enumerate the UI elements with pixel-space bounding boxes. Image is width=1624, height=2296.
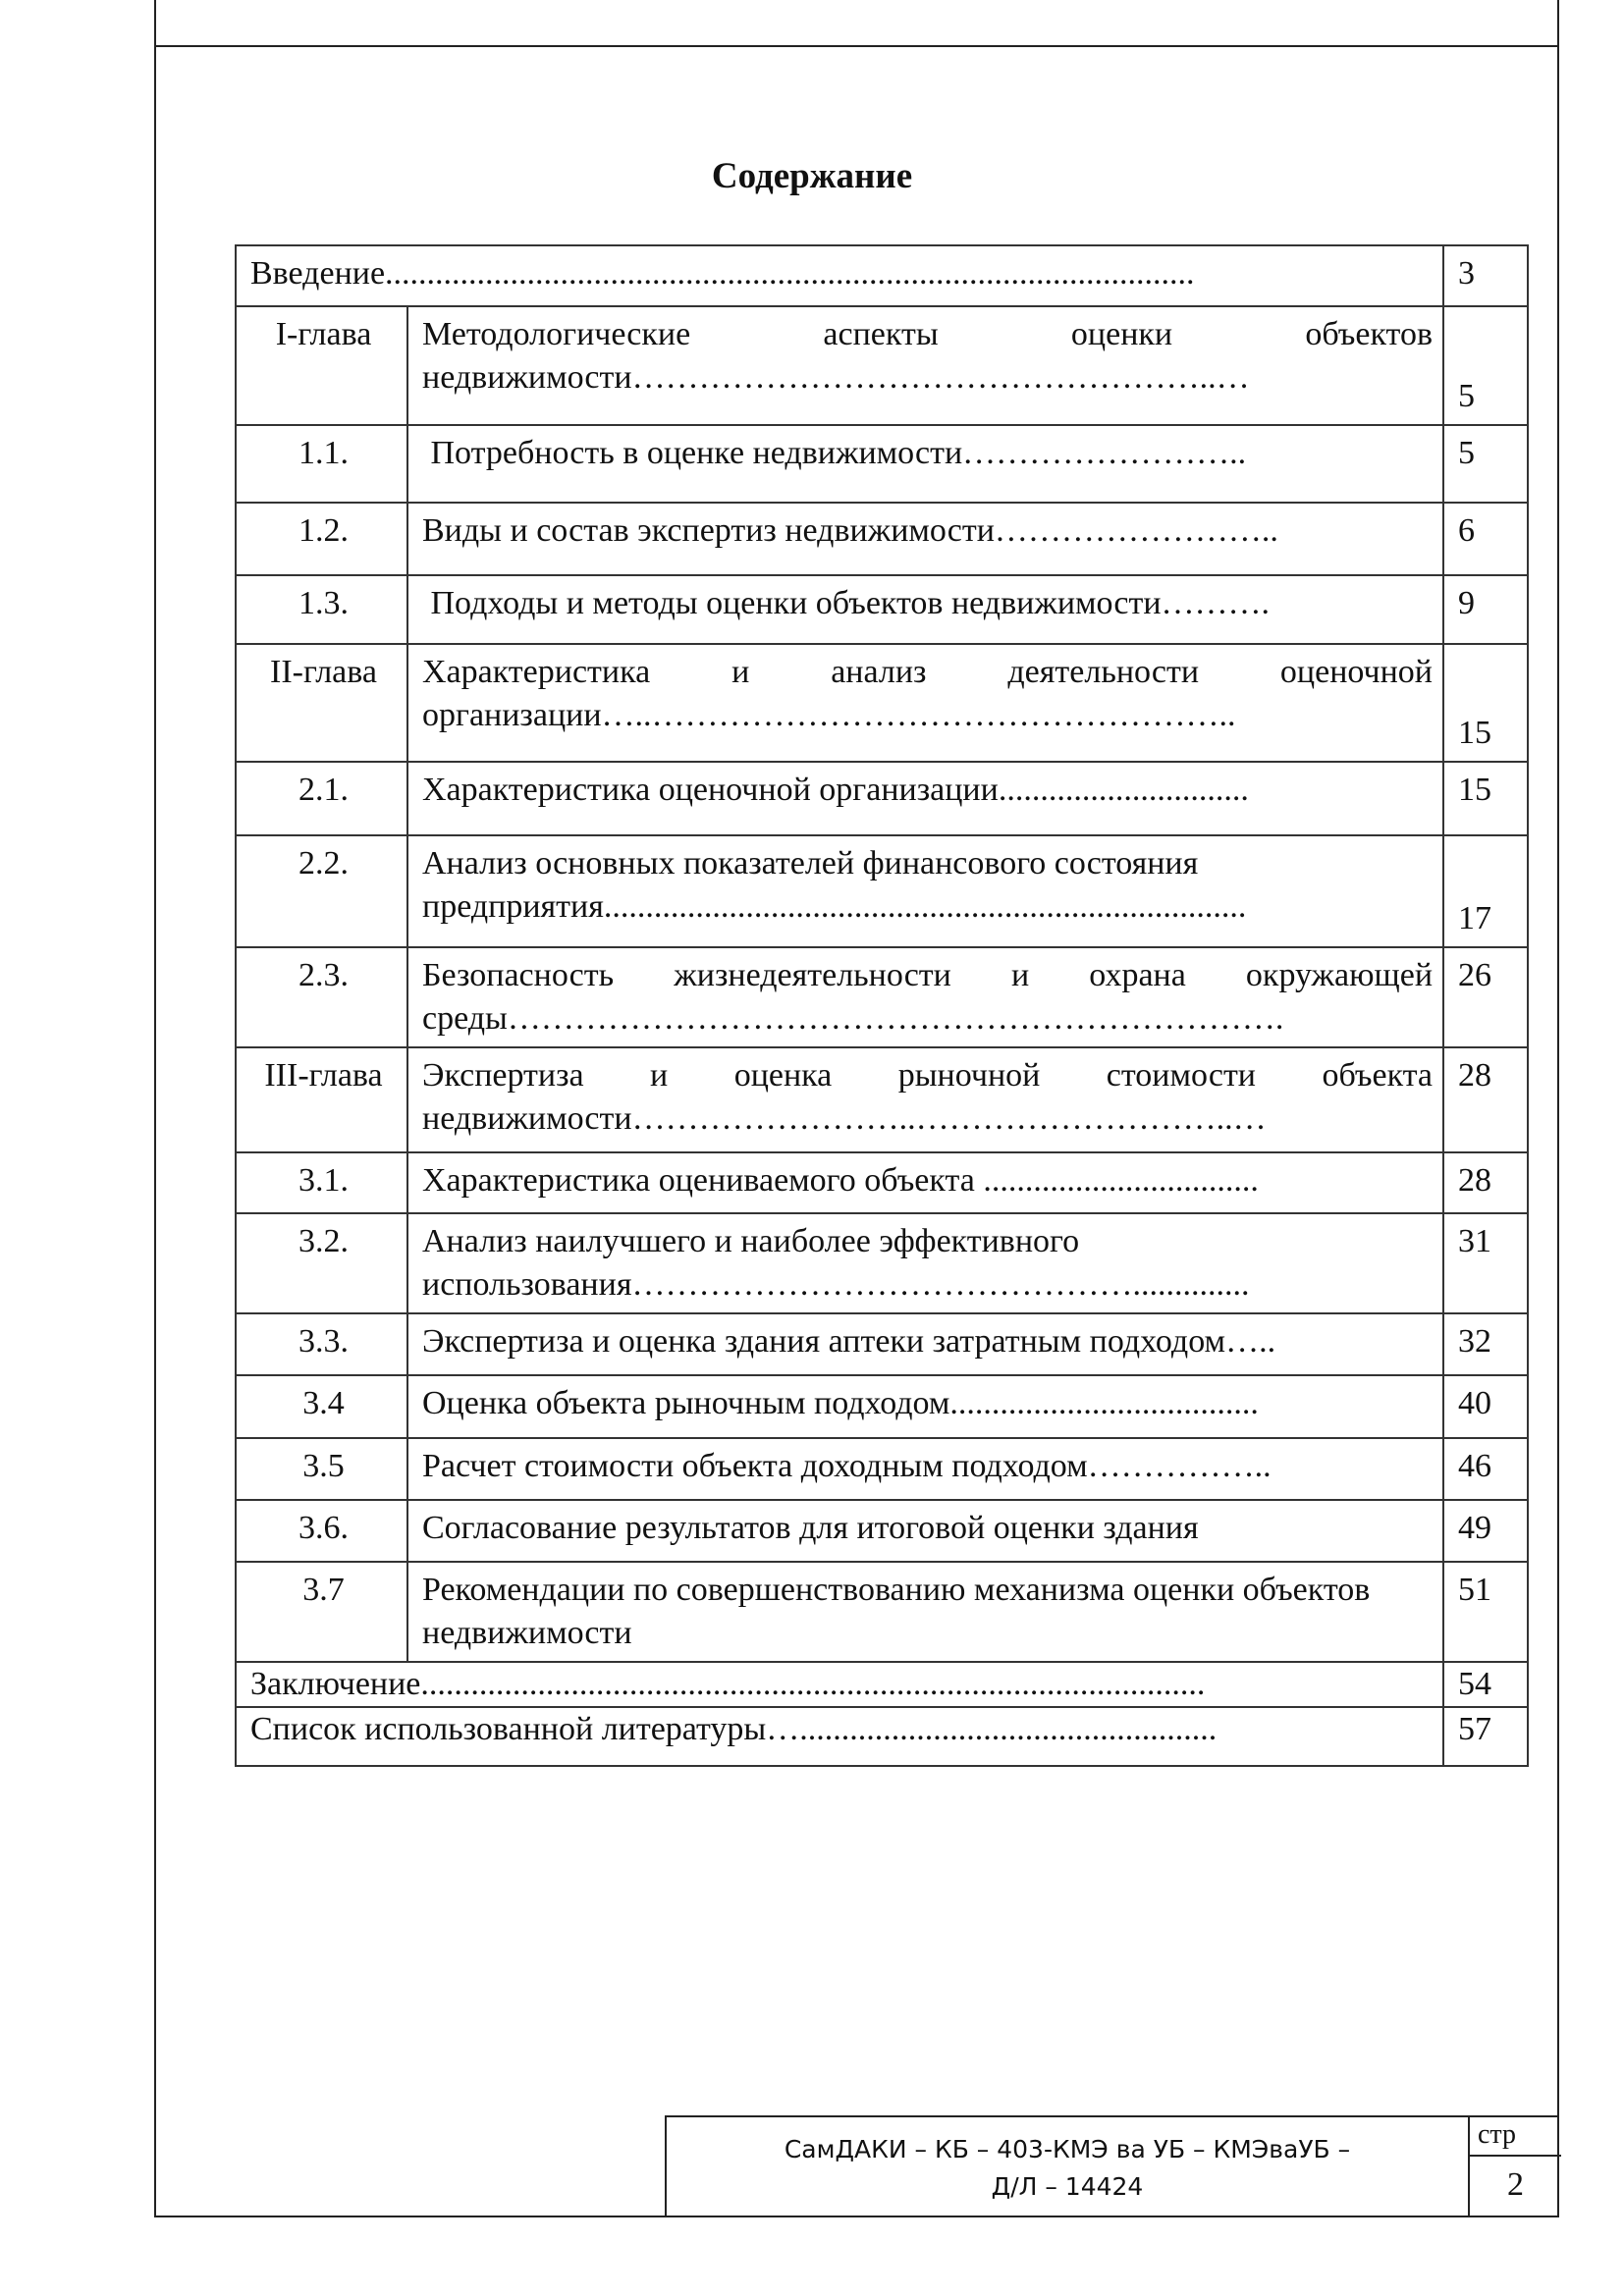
toc-row — [236, 306, 1528, 425]
toc-page-number: 32 — [1443, 1313, 1528, 1375]
toc-entry-text: Безопасность жизнедеятельности и охрана окружающей среды……………………………………………………………. — [407, 947, 1443, 1047]
toc-entry-text: Рекомендации по совершенствованию механизма оценки объектов недвижимости — [407, 1562, 1443, 1662]
title-block-stamp — [665, 2115, 1559, 2216]
toc-section-number: 3.5 — [236, 1438, 407, 1500]
toc-row — [236, 575, 1528, 644]
toc-row — [236, 762, 1528, 835]
document-code-line-2: Д/Л – 14424 — [991, 2172, 1144, 2201]
toc-chapter-number: I-глава — [236, 306, 407, 425]
toc-row — [236, 644, 1528, 762]
toc-row — [236, 1313, 1528, 1375]
toc-row — [236, 1047, 1528, 1152]
toc-page-number: 28 — [1443, 1152, 1528, 1213]
toc-entry-text: Методологические аспекты оценки объектов недвижимости……………………………………………..… — [407, 306, 1443, 425]
toc-page-number: 49 — [1443, 1500, 1528, 1562]
toc-row — [236, 835, 1528, 947]
toc-entry-text: Заключение.............................................................................................. — [236, 1662, 1443, 1707]
toc-chapter-number: III-глава — [236, 1047, 407, 1152]
toc-page-number: 40 — [1443, 1375, 1528, 1438]
toc-section-number: 3.7 — [236, 1562, 407, 1662]
toc-row — [236, 245, 1528, 306]
toc-row — [236, 1500, 1528, 1562]
toc-page-number: 15 — [1443, 644, 1528, 762]
toc-row — [236, 425, 1528, 503]
toc-section-number: 3.2. — [236, 1213, 407, 1313]
toc-section-number: 1.1. — [236, 425, 407, 503]
toc-row — [236, 1438, 1528, 1500]
document-code — [667, 2117, 1470, 2216]
toc-entry-text: Характеристика и анализ деятельности оценочной организации…..…………………………………………….. — [407, 644, 1443, 762]
toc-row — [236, 1662, 1528, 1707]
toc-row — [236, 1562, 1528, 1662]
toc-entry-text: Согласование результатов для итоговой оценки здания — [407, 1500, 1443, 1562]
toc-page-number: 57 — [1443, 1707, 1528, 1766]
toc-page-number: 31 — [1443, 1213, 1528, 1313]
toc-page-number: 5 — [1443, 425, 1528, 503]
page-title: Содержание — [711, 156, 913, 196]
toc-row — [236, 1375, 1528, 1438]
toc-section-number: 1.2. — [236, 503, 407, 575]
toc-page-number: 51 — [1443, 1562, 1528, 1662]
toc-page-number: 3 — [1443, 245, 1528, 306]
toc-entry-text: Виды и состав экспертиз недвижимости…………………….. — [407, 503, 1443, 575]
toc-row — [236, 1707, 1528, 1766]
toc-section-number: 2.2. — [236, 835, 407, 947]
document-code-line-1: СамДАКИ – КБ – 403-КМЭ ва УБ – КМЭваУБ – — [784, 2135, 1351, 2163]
toc-row — [236, 1152, 1528, 1213]
toc-entry-text: Анализ основных показателей финансового состояния предприятия............................................................................. — [407, 835, 1443, 947]
toc-page-number: 5 — [1443, 306, 1528, 425]
toc-chapter-number: II-глава — [236, 644, 407, 762]
toc-entry-text: Оценка объекта рыночным подходом..................................... — [407, 1375, 1443, 1438]
toc-page-number: 46 — [1443, 1438, 1528, 1500]
toc-section-number: 1.3. — [236, 575, 407, 644]
toc-section-number: 3.6. — [236, 1500, 407, 1562]
toc-entry-text: Анализ наилучшего и наиболее эффективного использования……………………………………….............. — [407, 1213, 1443, 1313]
toc-entry-text: Подходы и методы оценки объектов недвижимости………. — [407, 575, 1443, 644]
toc-section-number: 3.1. — [236, 1152, 407, 1213]
toc-entry-text: Потребность в оценке недвижимости…………………….. — [407, 425, 1443, 503]
toc-section-number: 2.1. — [236, 762, 407, 835]
toc-row — [236, 1213, 1528, 1313]
page-label: стр — [1470, 2117, 1561, 2157]
toc-page-number: 17 — [1443, 835, 1528, 947]
toc-page-number: 9 — [1443, 575, 1528, 644]
frame-right-border — [1557, 0, 1559, 2216]
toc-entry-text: Экспертиза и оценка здания аптеки затратным подходом….. — [407, 1313, 1443, 1375]
toc-entry-text: Характеристика оценочной организации.............................. — [407, 762, 1443, 835]
toc-row — [236, 503, 1528, 575]
page-number: 2 — [1507, 2166, 1524, 2203]
toc-entry-text: Расчет стоимости объекта доходным подходом…………….. — [407, 1438, 1443, 1500]
toc-page-number: 6 — [1443, 503, 1528, 575]
toc-row — [236, 947, 1528, 1047]
toc-section-number: 3.3. — [236, 1313, 407, 1375]
toc-entry-text: Список использованной литературы….................................................. — [236, 1707, 1443, 1766]
toc-page-number: 28 — [1443, 1047, 1528, 1152]
toc-page-number: 54 — [1443, 1662, 1528, 1707]
toc-section-number: 3.4 — [236, 1375, 407, 1438]
toc-entry-text: Характеристика оцениваемого объекта ................................. — [407, 1152, 1443, 1213]
frame-top-border — [154, 45, 1559, 47]
toc-table — [235, 244, 1529, 1767]
toc-section-number: 2.3. — [236, 947, 407, 1047]
toc-page-number: 15 — [1443, 762, 1528, 835]
toc-page-number: 26 — [1443, 947, 1528, 1047]
toc-entry-text: Введение................................................................................................. — [236, 245, 1443, 306]
toc-entry-text: Экспертиза и оценка рыночной стоимости объекта недвижимости……………………..………………………..… — [407, 1047, 1443, 1152]
frame-left-border — [154, 0, 156, 2216]
